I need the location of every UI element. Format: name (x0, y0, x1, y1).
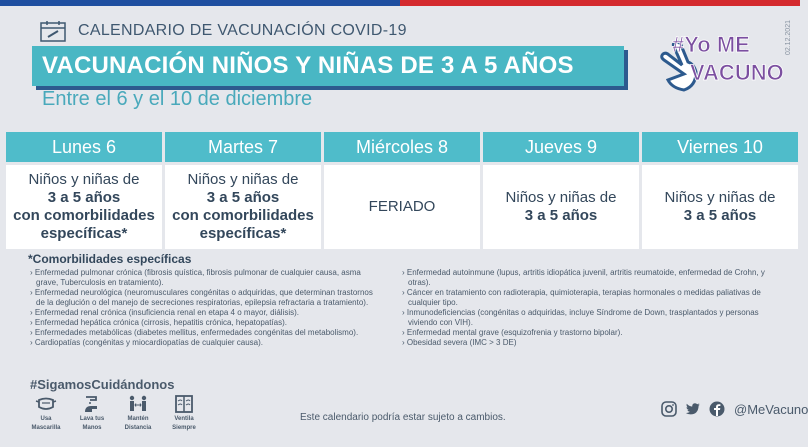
prevention-item (168, 394, 200, 432)
list-item: › Enfermedades metabólicas (diabetes mellitus, enfermedades congénitas del metabolismo). (30, 328, 359, 337)
day-cell (6, 165, 162, 249)
day-header: Miércoles 8 (324, 132, 480, 162)
day-cell (165, 165, 321, 249)
banner-title: VACUNACIÓN NIÑOS Y NIÑAS DE 3 A 5 AÑOS (42, 52, 574, 79)
logo-line1: #Yo ME (672, 32, 750, 57)
list-item: › Cardiopatías (congénitas y miocardiopatías de cualquier causa). (30, 338, 264, 347)
comorbidities-list-right (402, 268, 782, 348)
prevention-label: Mantén (127, 416, 149, 422)
comorbidities-title: *Comorbilidades específicas (28, 252, 192, 266)
prevention-item (122, 394, 154, 432)
list-item: › Obesidad severa (IMC > 3 DE) (402, 338, 517, 347)
prevention-item (76, 394, 108, 432)
date-range-subtitle: Entre el 6 y el 10 de diciembre (42, 88, 313, 110)
publish-date: 02.12.2021 (785, 20, 792, 56)
list-item: › Enfermedad hepática crónica (cirrosis, hepatitis crónica, hepatopatías). (30, 318, 288, 327)
title-banner (32, 46, 624, 86)
list-item: › Enfermedad autoinmune (lupus, artritis idiopática juvenil, artritis reumatoide, enfermedad de Crohn, y otras). (402, 268, 765, 287)
calendar-icon (40, 20, 66, 42)
top-title: CALENDARIO DE VACUNACIÓN COVID-19 (78, 22, 407, 39)
instagram-icon[interactable] (660, 400, 678, 418)
schedule-table (6, 132, 798, 249)
handwash-icon (81, 394, 103, 414)
cell-line: Niños y niñas de (664, 189, 776, 206)
top-header (40, 20, 407, 42)
prevention-icons (30, 394, 200, 432)
twitter-icon[interactable] (684, 400, 702, 418)
disclaimer: Este calendario podría estar sujeto a cambios. (300, 412, 506, 423)
cell-condition: con comorbilidades (172, 207, 314, 224)
flag-stripe (0, 0, 800, 6)
flag-blue (0, 0, 400, 6)
cell-line: Niños y niñas de (187, 171, 299, 188)
day-header: Lunes 6 (6, 132, 162, 162)
list-item: › Cáncer en tratamiento con radioterapia, quimioterapia, terapias hormonales o medidas paliativas de cualquier tipo. (402, 288, 761, 307)
distance-icon (127, 394, 149, 414)
cell-line: Niños y niñas de (505, 189, 617, 206)
prevention-label: Manos (82, 425, 102, 431)
day-header: Jueves 9 (483, 132, 639, 162)
prevention-label: Lava tus (79, 416, 105, 422)
prevention-label: Mascarilla (31, 425, 61, 431)
cell-age: 3 a 5 años (47, 189, 121, 206)
list-item: › Enfermedad mental grave (esquizofrenia y trastorno bipolar). (402, 328, 623, 337)
prevention-label: Usa (40, 416, 52, 422)
comorbidities-list-left (30, 268, 380, 348)
cell-age: 3 a 5 años (206, 189, 280, 206)
prevention-label: Distancia (124, 425, 152, 431)
hashtag: #SigamosCuidándonos (30, 377, 175, 392)
cell-condition: con comorbilidades (13, 207, 155, 224)
day-cell (642, 165, 798, 249)
yo-me-vacuno-logo (654, 22, 784, 104)
holiday-label: FERIADO (368, 198, 436, 215)
logo-line2: VACUNO (690, 60, 784, 85)
cell-condition: específicas* (199, 225, 287, 242)
social-handle[interactable]: @MeVacuno (734, 401, 808, 417)
list-item: › Enfermedad neurológica (neuromusculares congénitas o adquiridas, que determinan trastornos de la deglución o del manejo de secreciones respiratorias, epilepsia refractaria a tratamiento). (30, 288, 373, 307)
prevention-label: Ventila (174, 416, 194, 422)
day-cell (483, 165, 639, 249)
window-icon (173, 394, 195, 414)
list-item: › Inmunodeficiencias (congénitas o adquiridas, incluye Síndrome de Down, trasplantados y personas viviendo con VIH). (402, 308, 759, 327)
cell-condition: específicas* (40, 225, 128, 242)
list-item: › Enfermedad pulmonar crónica (fibrosis quística, fibrosis pulmonar de cualquier causa, asma grave, Tuberculosis en tratamiento). (30, 268, 361, 287)
mask-icon (35, 394, 57, 414)
cell-line: Niños y niñas de (28, 171, 140, 188)
social-links (660, 400, 808, 418)
prevention-item (30, 394, 62, 432)
day-header: Martes 7 (165, 132, 321, 162)
facebook-icon[interactable] (708, 400, 726, 418)
cell-age: 3 a 5 años (524, 207, 598, 224)
prevention-label: Siempre (172, 425, 196, 431)
list-item: › Enfermedad renal crónica (insuficiencia renal en etapa 4 o mayor, diálisis). (30, 308, 300, 317)
cell-age: 3 a 5 años (683, 207, 757, 224)
day-cell (324, 165, 480, 249)
day-header: Viernes 10 (642, 132, 798, 162)
flag-red (400, 0, 800, 6)
